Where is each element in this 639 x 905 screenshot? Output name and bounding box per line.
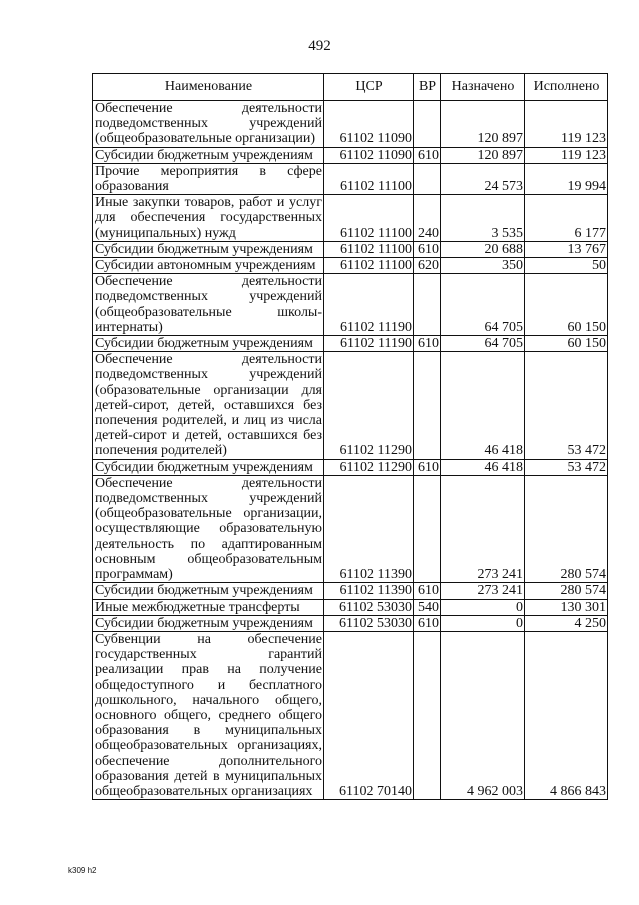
table-row <box>93 163 608 194</box>
row-csr: 61102 11290 <box>324 459 414 475</box>
row-name: Прочие мероприятия в сфере образования <box>93 163 324 194</box>
table-row <box>93 274 608 336</box>
table-header-row <box>93 74 608 101</box>
row-csr: 61102 53030 <box>324 599 414 615</box>
header-name: Наименование <box>93 74 324 101</box>
row-executed: 119 123 <box>525 147 608 163</box>
row-executed: 6 177 <box>525 195 608 242</box>
row-executed: 119 123 <box>525 101 608 148</box>
row-vr <box>414 631 441 799</box>
row-vr <box>414 352 441 459</box>
row-name: Субсидии автономным учреждениям <box>93 258 324 274</box>
row-name: Обеспечение деятельности подведомственных учреждений (общеобразовательные организации) <box>93 101 324 148</box>
row-planned: 120 897 <box>441 101 525 148</box>
row-planned: 0 <box>441 599 525 615</box>
row-csr: 61102 70140 <box>324 631 414 799</box>
row-planned: 46 418 <box>441 352 525 459</box>
row-name: Субвенции на обеспечение государственных гарантий реализации прав на получение общедоступного и бесплатного дошкольного, начального общего, основного общего, среднего общего образования в муниципальных общеобразовательных организациях, обеспечение дополнительного образования детей в муниципальных общеобразовательных организациях <box>93 631 324 799</box>
row-planned: 4 962 003 <box>441 631 525 799</box>
row-executed: 60 150 <box>525 274 608 336</box>
row-name: Обеспечение деятельности подведомственных учреждений (общеобразовательные школы-интернаты) <box>93 274 324 336</box>
row-executed: 4 250 <box>525 615 608 631</box>
header-csr: ЦСР <box>324 74 414 101</box>
row-executed: 280 574 <box>525 475 608 582</box>
table-row <box>93 147 608 163</box>
row-name: Иные закупки товаров, работ и услуг для обеспечения государственных (муниципальных) нужд <box>93 195 324 242</box>
row-planned: 0 <box>441 615 525 631</box>
row-csr: 61102 11390 <box>324 475 414 582</box>
row-vr: 610 <box>414 241 441 257</box>
row-vr <box>414 163 441 194</box>
row-planned: 46 418 <box>441 459 525 475</box>
row-vr: 620 <box>414 258 441 274</box>
row-csr: 61102 11100 <box>324 195 414 242</box>
table-row <box>93 599 608 615</box>
row-name: Субсидии бюджетным учреждениям <box>93 459 324 475</box>
row-planned: 64 705 <box>441 336 525 352</box>
page-number: 492 <box>308 38 331 54</box>
row-name: Обеспечение деятельности подведомственных учреждений (общеобразовательные организации, осуществляющие образовательную деятельность по адаптированным основным общеобразовательным программам) <box>93 475 324 582</box>
budget-table <box>92 73 608 800</box>
row-vr: 610 <box>414 615 441 631</box>
row-vr: 540 <box>414 599 441 615</box>
row-name: Субсидии бюджетным учреждениям <box>93 615 324 631</box>
row-csr: 61102 53030 <box>324 615 414 631</box>
row-csr: 61102 11100 <box>324 163 414 194</box>
table-row <box>93 352 608 459</box>
table-row <box>93 631 608 799</box>
row-csr: 61102 11090 <box>324 101 414 148</box>
row-planned: 20 688 <box>441 241 525 257</box>
row-name: Обеспечение деятельности подведомственных учреждений (образовательные организации для детей-сирот, детей, оставшихся без попечения родителей, и лиц из числа детей-сирот и детей, оставшихся без попечения родителей) <box>93 352 324 459</box>
row-vr: 610 <box>414 147 441 163</box>
table-row <box>93 101 608 148</box>
row-vr: 610 <box>414 336 441 352</box>
row-csr: 61102 11190 <box>324 274 414 336</box>
row-executed: 19 994 <box>525 163 608 194</box>
row-vr: 610 <box>414 459 441 475</box>
footer-code: k309 h2 <box>68 866 97 875</box>
header-vr: ВР <box>414 74 441 101</box>
row-name: Субсидии бюджетным учреждениям <box>93 147 324 163</box>
row-executed: 53 472 <box>525 352 608 459</box>
row-vr <box>414 274 441 336</box>
row-vr <box>414 475 441 582</box>
row-csr: 61102 11290 <box>324 352 414 459</box>
row-planned: 273 241 <box>441 475 525 582</box>
row-executed: 13 767 <box>525 241 608 257</box>
table-row <box>93 195 608 242</box>
row-executed: 4 866 843 <box>525 631 608 799</box>
row-csr: 61102 11090 <box>324 147 414 163</box>
row-planned: 273 241 <box>441 583 525 599</box>
row-planned: 350 <box>441 258 525 274</box>
row-vr: 240 <box>414 195 441 242</box>
row-executed: 50 <box>525 258 608 274</box>
row-executed: 53 472 <box>525 459 608 475</box>
row-planned: 24 573 <box>441 163 525 194</box>
table-row <box>93 258 608 274</box>
row-csr: 61102 11190 <box>324 336 414 352</box>
table-row <box>93 336 608 352</box>
table-row <box>93 475 608 582</box>
table-row <box>93 459 608 475</box>
row-csr: 61102 11390 <box>324 583 414 599</box>
row-vr <box>414 101 441 148</box>
table-row <box>93 583 608 599</box>
row-name: Субсидии бюджетным учреждениям <box>93 583 324 599</box>
table-row <box>93 615 608 631</box>
row-csr: 61102 11100 <box>324 258 414 274</box>
row-name: Иные межбюджетные трансферты <box>93 599 324 615</box>
header-planned: Назначено <box>441 74 525 101</box>
row-vr: 610 <box>414 583 441 599</box>
header-executed: Исполнено <box>525 74 608 101</box>
row-executed: 60 150 <box>525 336 608 352</box>
row-name: Субсидии бюджетным учреждениям <box>93 336 324 352</box>
row-planned: 64 705 <box>441 274 525 336</box>
row-executed: 130 301 <box>525 599 608 615</box>
row-csr: 61102 11100 <box>324 241 414 257</box>
table-row <box>93 241 608 257</box>
row-name: Субсидии бюджетным учреждениям <box>93 241 324 257</box>
row-executed: 280 574 <box>525 583 608 599</box>
row-planned: 120 897 <box>441 147 525 163</box>
row-planned: 3 535 <box>441 195 525 242</box>
